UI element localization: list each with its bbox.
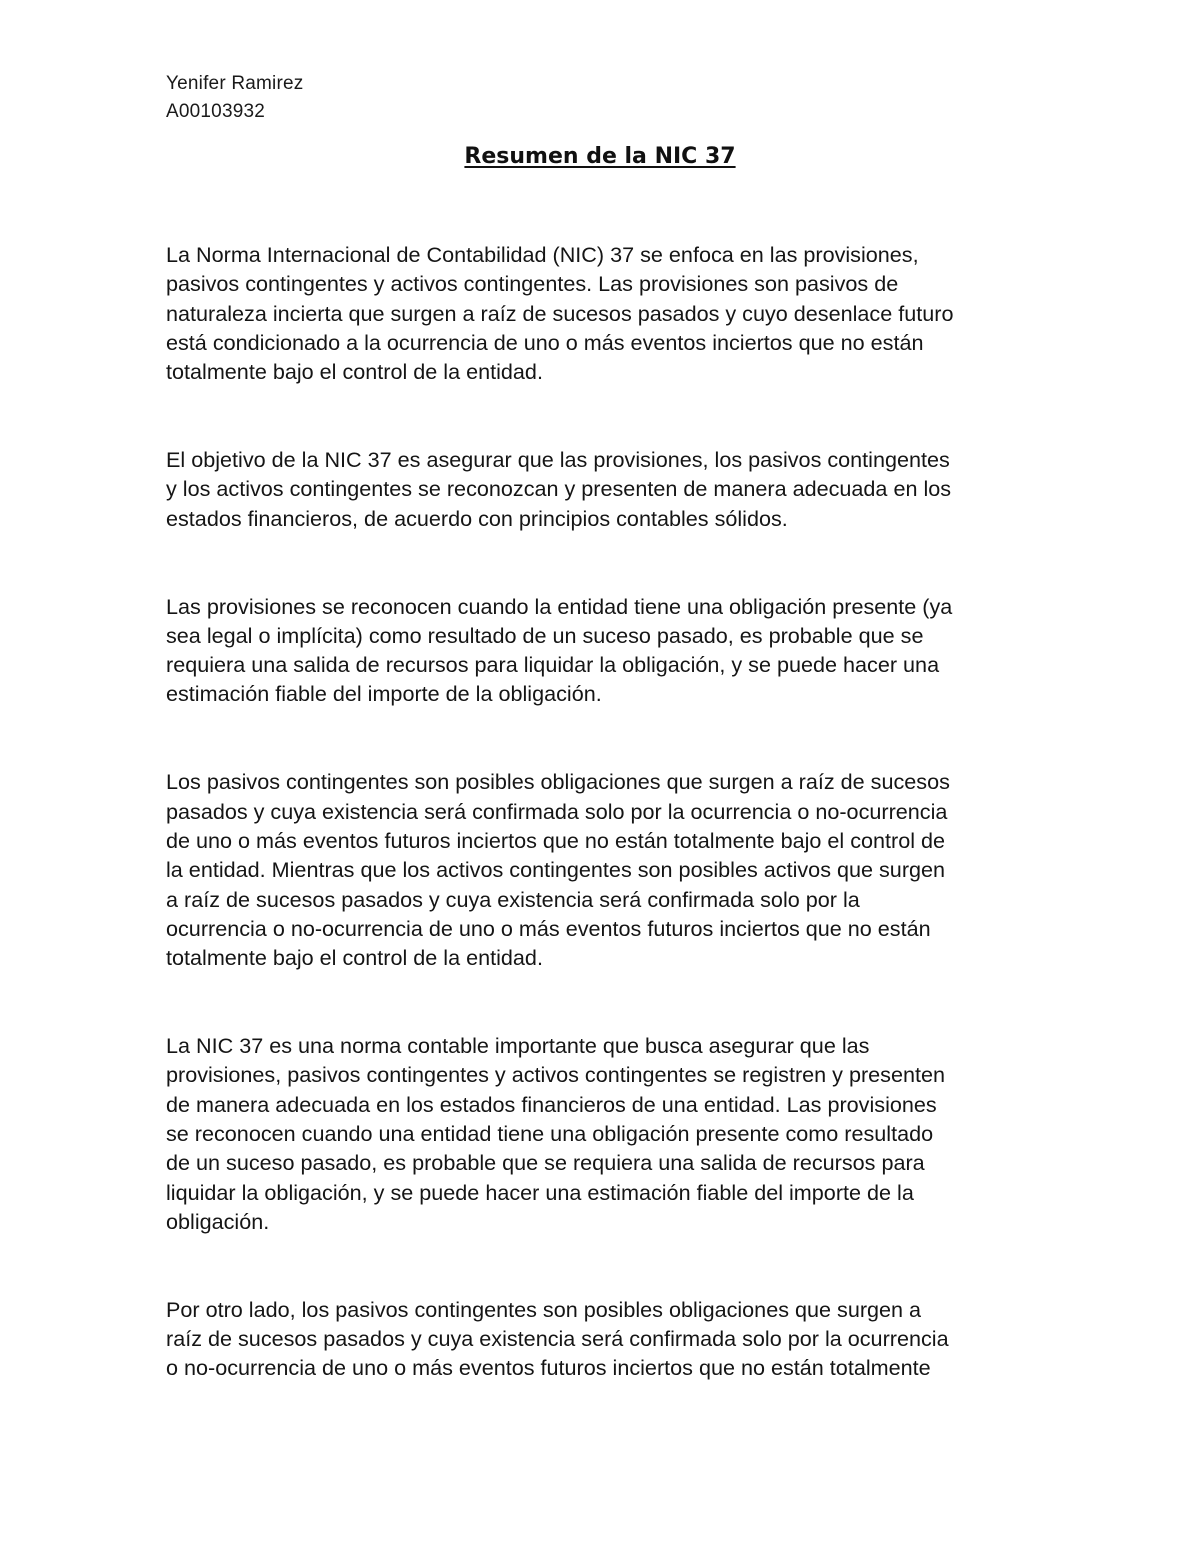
body-paragraph: [166, 1295, 1036, 1383]
body-paragraph: [166, 1031, 1036, 1236]
document-body: [166, 240, 1036, 1441]
paragraph-line: de un suceso pasado, es probable que se requiera una salida de recursos para: [166, 1150, 925, 1176]
paragraph-line: raíz de sucesos pasados y cuya existencia será confirmada solo por la ocurrencia: [166, 1325, 949, 1351]
paragraph-line: provisiones, pasivos contingentes y activos contingentes se registren y presenten: [166, 1062, 946, 1088]
paragraph-line: naturaleza incierta que surgen a raíz de sucesos pasados y cuyo desenlace futuro: [166, 300, 954, 326]
paragraph-line: sea legal o implícita) como resultado de un suceso pasado, es probable que se: [166, 622, 924, 648]
body-paragraph: [166, 592, 1036, 709]
paragraph-line: pasados y cuya existencia será confirmada solo por la ocurrencia o no-ocurrencia: [166, 798, 948, 824]
paragraph-line: Los pasivos contingentes son posibles obligaciones que surgen a raíz de sucesos: [166, 769, 950, 795]
paragraph-line: la entidad. Mientras que los activos contingentes son posibles activos que surgen: [166, 857, 946, 883]
paragraph-line: La NIC 37 es una norma contable importante que busca asegurar que las: [166, 1033, 870, 1059]
paragraph-line: ocurrencia o no-ocurrencia de uno o más eventos futuros inciertos que no están: [166, 915, 931, 941]
paragraph-line: pasivos contingentes y activos contingentes. Las provisiones son pasivos de: [166, 271, 899, 297]
paragraph-line: está condicionado a la ocurrencia de uno o más eventos inciertos que no están: [166, 329, 924, 355]
paragraph-line: estados financieros, de acuerdo con principios contables sólidos.: [166, 505, 788, 531]
document-title: Resumen de la NIC 37: [464, 144, 736, 169]
author-header: [166, 70, 303, 126]
paragraph-line: de uno o más eventos futuros inciertos que no están totalmente bajo el control de: [166, 827, 946, 853]
body-paragraph: [166, 445, 1036, 533]
paragraph-line: totalmente bajo el control de la entidad.: [166, 945, 543, 971]
body-paragraph: [166, 240, 1036, 386]
paragraph-line: obligación.: [166, 1208, 270, 1234]
paragraph-line: totalmente bajo el control de la entidad.: [166, 359, 543, 385]
author-name: Yenifer Ramirez: [166, 73, 304, 94]
paragraph-line: estimación fiable del importe de la obligación.: [166, 681, 602, 707]
body-paragraph: [166, 767, 1036, 972]
paragraph-line: La Norma Internacional de Contabilidad (NIC) 37 se enfoca en las provisiones,: [166, 242, 919, 267]
paragraph-line: Por otro lado, los pasivos contingentes son posibles obligaciones que surgen a: [166, 1296, 922, 1322]
paragraph-line: Las provisiones se reconocen cuando la entidad tiene una obligación presente (ya: [166, 593, 953, 619]
paragraph-line: se reconocen cuando una entidad tiene una obligación presente como resultado: [166, 1120, 934, 1146]
paragraph-line: o no-ocurrencia de uno o más eventos futuros inciertos que no están totalmente: [166, 1355, 931, 1381]
student-id: A00103932: [166, 101, 266, 122]
paragraph-line: a raíz de sucesos pasados y cuya existencia será confirmada solo por la: [166, 886, 860, 912]
paragraph-line: requiera una salida de recursos para liquidar la obligación, y se puede hacer una: [166, 652, 940, 678]
paragraph-line: y los activos contingentes se reconozcan y presenten de manera adecuada en los: [166, 476, 952, 502]
paragraph-line: de manera adecuada en los estados financieros de una entidad. Las provisiones: [166, 1091, 937, 1117]
paragraph-line: El objetivo de la NIC 37 es asegurar que las provisiones, los pasivos contingentes: [166, 447, 950, 473]
paragraph-line: liquidar la obligación, y se puede hacer una estimación fiable del importe de la: [166, 1179, 914, 1205]
